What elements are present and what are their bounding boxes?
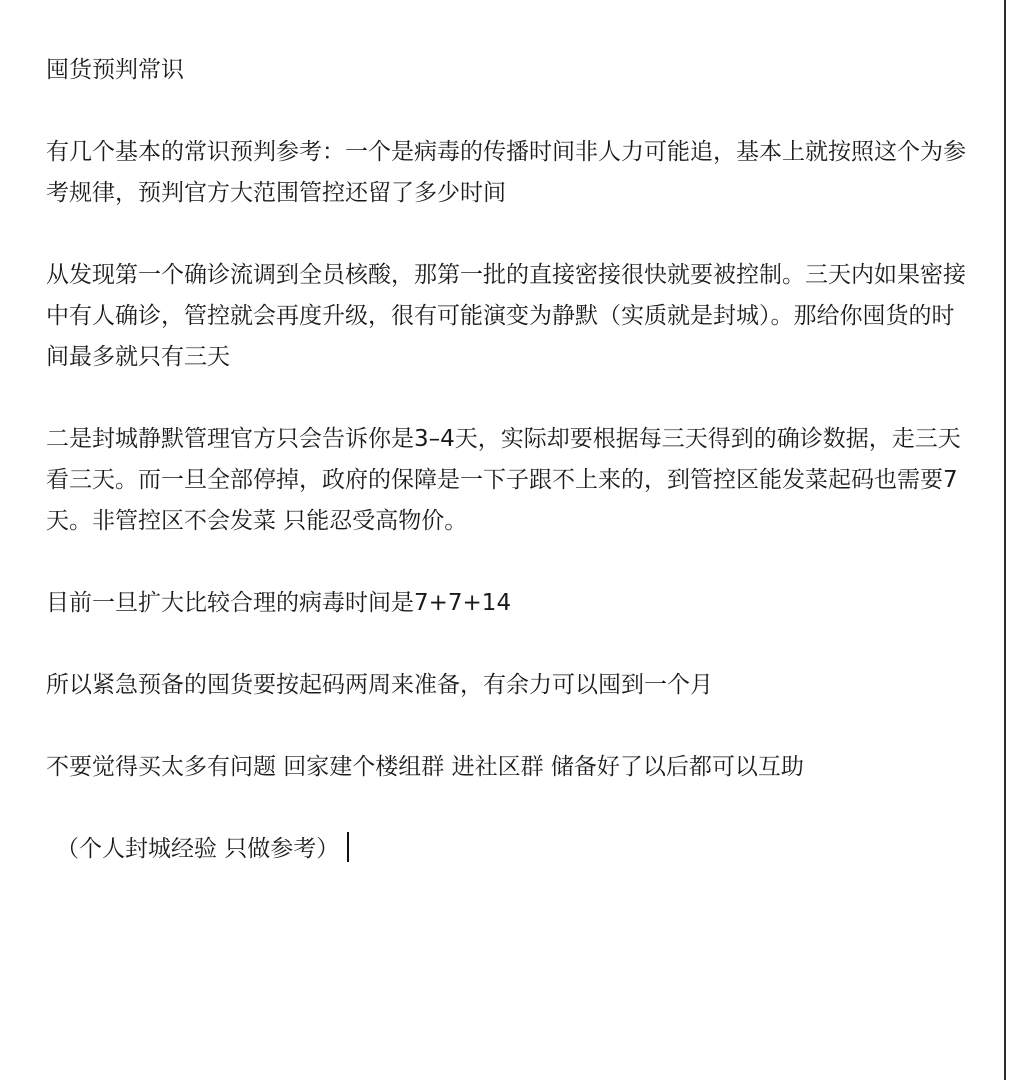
paragraph-4: 目前一旦扩大比较合理的病毒时间是7+7+14 xyxy=(46,590,512,616)
paragraph-1: 有几个基本的常识预判参考：一个是病毒的传播时间非人力可能追，基本上就按照这个为参考规律，预判官方大范围管控还留了多少时间 xyxy=(46,139,966,206)
paragraph-6: 不要觉得买太多有问题 回家建个楼组群 进社区群 储备好了以后都可以互助 xyxy=(46,754,804,780)
document-title: 囤货预判常识 xyxy=(46,57,184,83)
paragraph-3: 二是封城静默管理官方只会告诉你是3–4天，实际却要根据每三天得到的确诊数据，走三天看三天。而一旦全部停掉，政府的保障是一下子跟不上来的，到管控区能发菜起码也需要7天。非管控区不会发菜 只能忍受高物价。 xyxy=(46,426,961,534)
closing-note-line xyxy=(46,829,976,870)
paragraph-2: 从发现第一个确诊流调到全员核酸，那第一批的直接密接很快就要被控制。三天内如果密接中有人确诊，管控就会再度升级，很有可能演变为静默（实质就是封城）。那给你囤货的时间最多就只有三天 xyxy=(46,262,966,370)
closing-note: （个人封城经验 只做参考） xyxy=(56,836,340,862)
paragraph-5: 所以紧急预备的囤货要按起码两周来准备，有余力可以囤到一个月 xyxy=(46,672,713,698)
text-cursor xyxy=(347,832,349,862)
document-body[interactable] xyxy=(46,50,976,911)
